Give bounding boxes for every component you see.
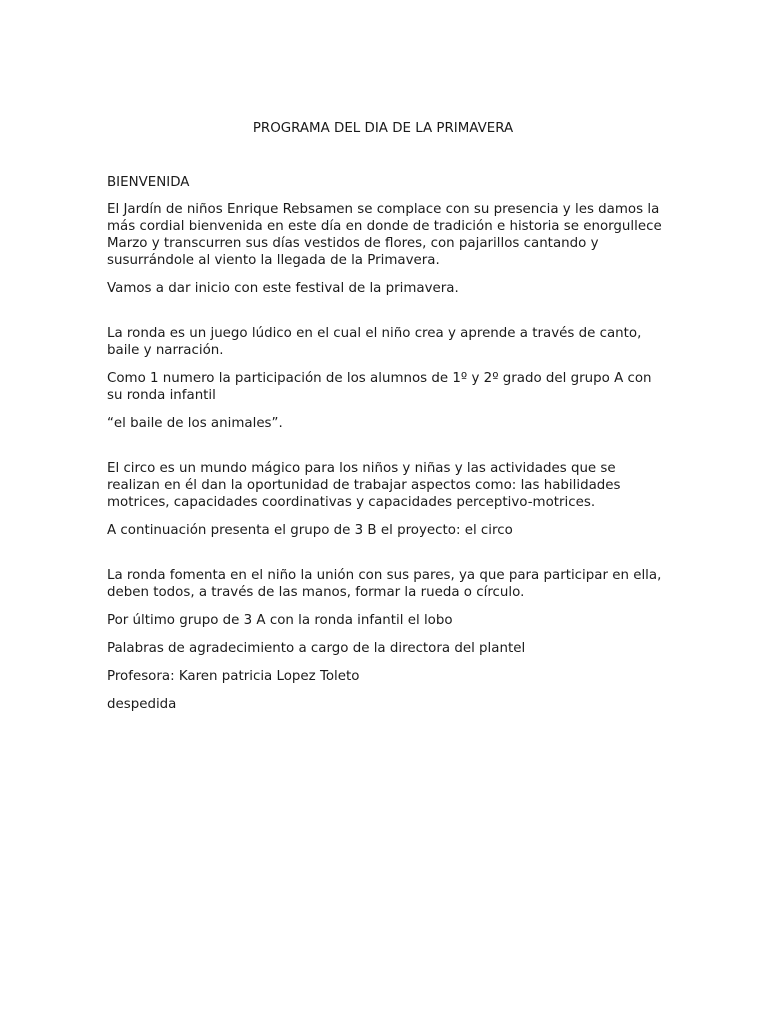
paragraph-last-number: Por último grupo de 3 A con la ronda infantil el lobo (107, 613, 453, 628)
section-heading-bienvenida: BIENVENIDA (107, 175, 190, 190)
paragraph-ronda-fomenta: La ronda fomenta en el niño la unión con sus pares, ya que para participar en ella, deben todos, a través de las manos, formar la rueda o círculo. (107, 568, 662, 600)
paragraph-ronda-intro: La ronda es un juego lúdico en el cual el niño crea y aprende a través de canto, baile y narración. (107, 326, 642, 358)
paragraph-teacher: Profesora: Karen patricia Lopez Toleto (107, 669, 360, 684)
paragraph-welcome: El Jardín de niños Enrique Rebsamen se complace con su presencia y les damos la más cordial bienvenida en este día en donde de tradición e historia se enorgullece Marzo y transcurren sus días vestidos de flores, con pajarillos cantando y susurrándole al viento la llegada de la Primavera. (107, 202, 662, 268)
paragraph-thanks: Palabras de agradecimiento a cargo de la directora del plantel (107, 641, 526, 656)
paragraph-song-title: “el baile de los animales”. (107, 416, 283, 431)
document-body (107, 174, 667, 724)
paragraph-farewell: despedida (107, 697, 177, 712)
paragraph-circo-intro: El circo es un mundo mágico para los niños y niñas y las actividades que se realizan en él dan la oportunidad de trabajar aspectos como: las habilidades motrices, capacidades coordinativas y capacidades perceptivo-motrices. (107, 461, 621, 510)
document-title: PROGRAMA DEL DIA DE LA PRIMAVERA (252, 121, 514, 136)
paragraph-circo-project: A continuación presenta el grupo de 3 B el proyecto: el circo (107, 523, 513, 538)
paragraph-festival-start: Vamos a dar inicio con este festival de la primavera. (107, 281, 459, 296)
paragraph-first-number: Como 1 numero la participación de los alumnos de 1º y 2º grado del grupo A con su ronda infantil (107, 371, 652, 403)
